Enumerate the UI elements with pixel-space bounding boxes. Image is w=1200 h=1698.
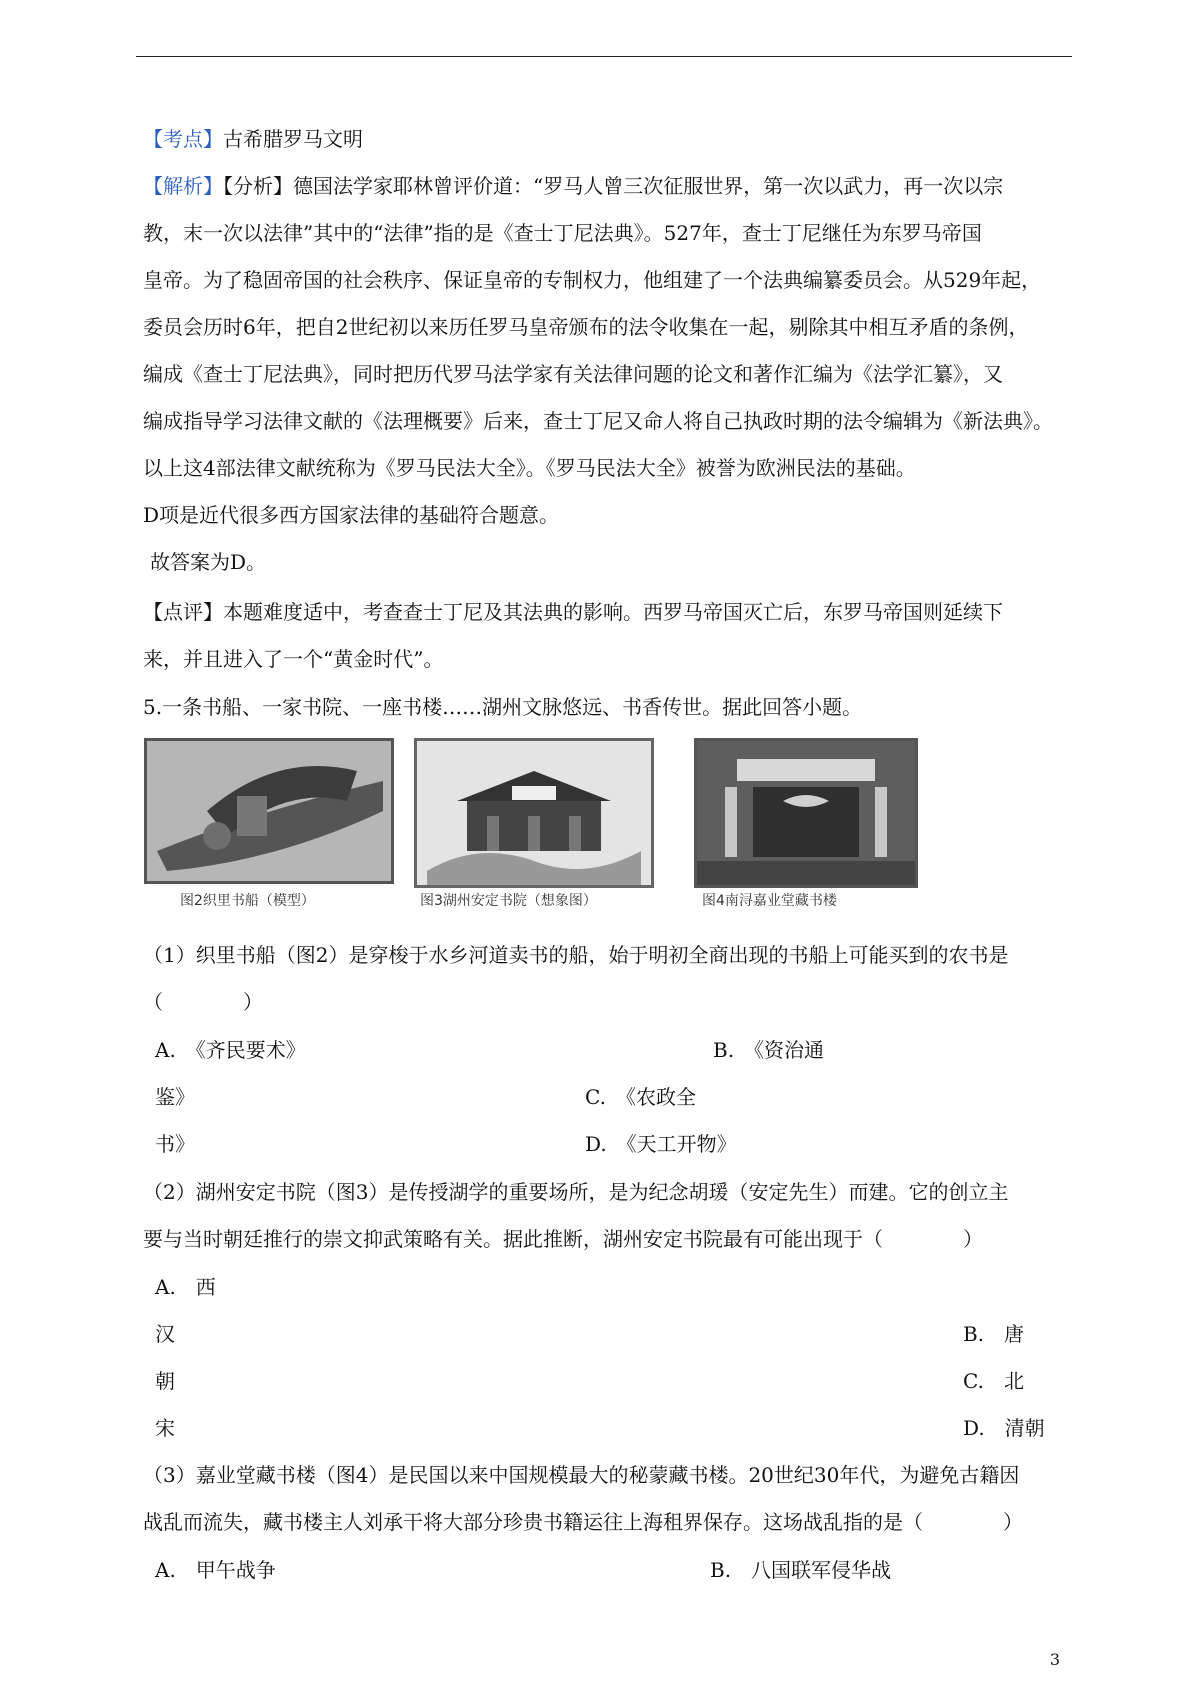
figure-2-caption: 图2织里书船（模型）	[180, 893, 315, 909]
academy-building-icon	[417, 741, 651, 885]
analysis-line-2: 教，末一次以法律”其中的“法律”指的是《查士丁尼法典》。527年，查士丁尼继任为东罗马帝国	[143, 221, 982, 245]
page-number: 3	[1049, 1650, 1060, 1669]
sub2-option-a: A. 西	[155, 1275, 216, 1299]
sub2-option-a-cont: 汉	[155, 1322, 175, 1346]
sub1-option-c-cont: 书》	[155, 1132, 195, 1156]
topic-line	[143, 124, 363, 154]
figure-2-image	[144, 738, 394, 884]
library-hall-icon	[697, 741, 915, 885]
sub1-option-b: B. 《资治通	[713, 1038, 825, 1062]
analysis-tag: 【解析】	[143, 174, 223, 198]
sub2-option-c-cont: 宋	[155, 1416, 175, 1440]
boat-model-icon	[147, 741, 391, 881]
sub1-line-1: （1）织里书船（图2）是穿梭于水乡河道卖书的船，始于明初全商出现的书船上可能买到的农书是	[143, 943, 1009, 967]
analysis-line-5: 编成《查士丁尼法典》，同时把历代罗马法学家有关法律问题的论文和著作汇编为《法学汇纂》，又	[143, 362, 1003, 386]
question5-stem: 5.一条书船、一家书院、一座书楼……湖州文脉悠远、书香传世。据此回答小题。	[143, 695, 863, 719]
sub3-line-1: （3）嘉业堂藏书楼（图4）是民国以来中国规模最大的秘蒙藏书楼。20世纪30年代，为避免古籍因	[143, 1463, 1020, 1487]
sub2-option-b-cont: 朝	[155, 1369, 175, 1393]
figures-row	[142, 738, 922, 918]
analysis-line-1	[143, 171, 1003, 201]
analysis-text-1: 【分析】德国法学家耶林曾评价道：“罗马人曾三次征服世界，第一次以武力，再一次以宗	[223, 174, 1004, 198]
analysis-line-6: 编成指导学习法律文献的《法理概要》后来，查士丁尼又命人将自己执政时期的法令编辑为《新法典》。	[143, 409, 1053, 433]
sub2-line-1: （2）湖州安定书院（图3）是传授湖学的重要场所，是为纪念胡瑗（安定先生）而建。它的创立主	[143, 1180, 1009, 1204]
sub2-line-2: 要与当时朝廷推行的崇文抑武策略有关。据此推断，湖州安定书院最有可能出现于（ ）	[143, 1227, 983, 1251]
header-rule	[136, 56, 1072, 57]
sub1-option-d: D. 《天工开物》	[585, 1132, 737, 1156]
comment-line-1: 【点评】本题难度适中，考查查士丁尼及其法典的影响。西罗马帝国灭亡后，东罗马帝国则延续下	[143, 600, 1003, 624]
sub2-option-d: D. 清朝	[963, 1416, 1045, 1440]
analysis-line-4: 委员会历时6年，把自2世纪初以来历任罗马皇帝颁布的法令收集在一起，剔除其中相互矛盾的条例，	[143, 315, 1029, 339]
sub1-option-b-cont: 鉴》	[155, 1085, 195, 1109]
d-item-line: D项是近代很多西方国家法律的基础符合题意。	[143, 503, 560, 527]
comment-line-2: 来，并且进入了一个“黄金时代”。	[143, 647, 444, 671]
topic-text: 古希腊罗马文明	[223, 127, 363, 151]
sub3-option-b: B. 八国联军侵华战	[710, 1558, 892, 1582]
sub1-option-a: A. 《齐民要术》	[155, 1038, 306, 1062]
sub1-option-c: C. 《农政全	[585, 1085, 696, 1109]
figure-4-image	[694, 738, 918, 888]
sub2-option-b: B. 唐	[963, 1322, 1025, 1346]
figure-4-caption: 图4南浔嘉业堂藏书楼	[702, 893, 837, 909]
sub2-option-c: C. 北	[963, 1369, 1024, 1393]
sub3-line-2: 战乱而流失，藏书楼主人刘承干将大部分珍贵书籍运往上海租界保存。这场战乱指的是（ ）	[143, 1510, 1023, 1534]
answer-line: 故答案为D。	[150, 550, 267, 574]
analysis-line-3: 皇帝。为了稳固帝国的社会秩序、保证皇帝的专制权力，他组建了一个法典编纂委员会。从529年起，	[143, 268, 1042, 292]
sub3-option-a: A. 甲午战争	[155, 1558, 276, 1582]
figure-3-caption: 图3湖州安定书院（想象图）	[420, 893, 597, 909]
topic-tag: 【考点】	[143, 127, 223, 151]
analysis-line-7: 以上这4部法律文献统称为《罗马民法大全》。《罗马民法大全》被誉为欧洲民法的基础。	[143, 456, 916, 480]
sub1-line-2: （ ）	[143, 990, 263, 1014]
figure-3-image	[414, 738, 654, 888]
